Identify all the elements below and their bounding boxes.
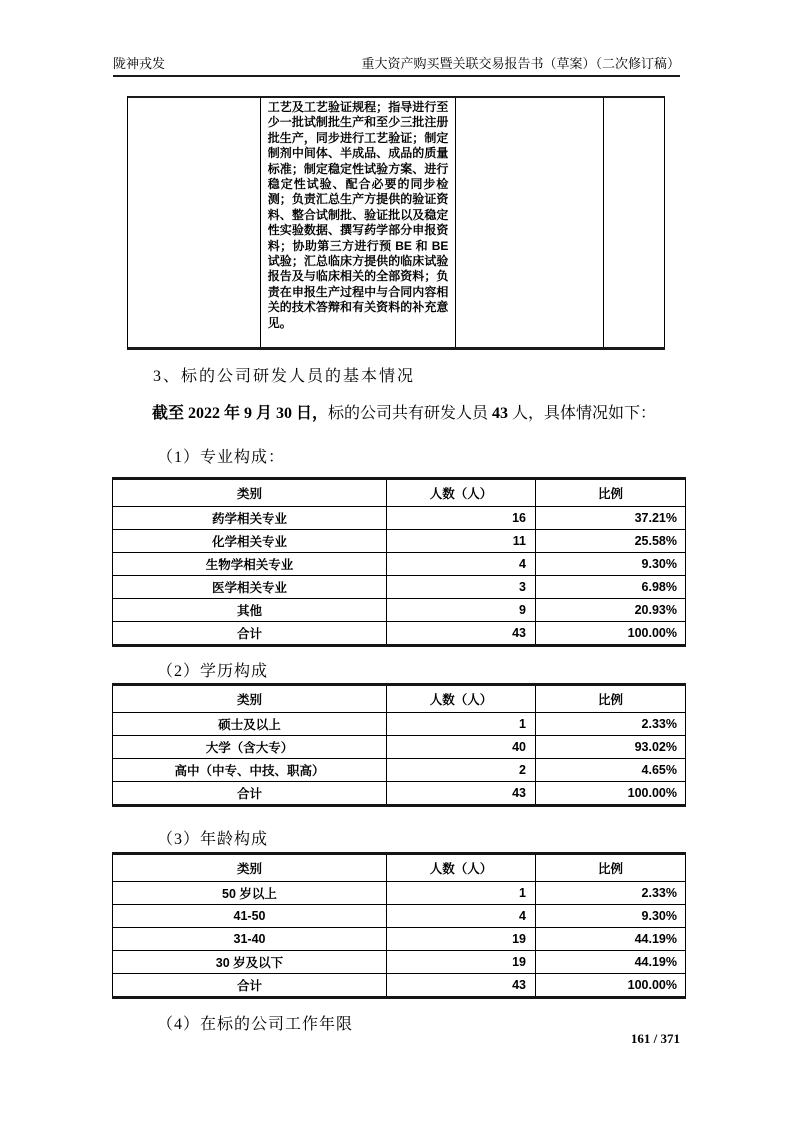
subsection-label-tenure: （4）在标的公司工作年限 — [157, 1016, 354, 1033]
table-cell: 9 — [387, 599, 536, 622]
table-cell: 30 岁及以下 — [113, 951, 387, 974]
column-header: 类别 — [113, 685, 387, 713]
intro-mid-text: 标的公司共有研发人员 — [328, 405, 493, 422]
table-row — [113, 882, 686, 905]
table-cell: 41-50 — [113, 905, 387, 928]
continued-table-empty-cell-1 — [128, 98, 261, 347]
table-cell: 93.02% — [536, 736, 686, 759]
table-cell: 6.98% — [536, 576, 686, 599]
education-table-wrap — [112, 683, 685, 807]
education-table — [112, 683, 686, 807]
profession-table — [112, 477, 686, 647]
table-row — [113, 599, 686, 622]
column-header: 类别 — [113, 854, 387, 882]
table-row — [113, 974, 686, 998]
subsection-label-profession: （1）专业构成： — [157, 449, 286, 466]
table-row — [113, 736, 686, 759]
table-cell: 37.21% — [536, 507, 686, 530]
header-row — [113, 685, 686, 713]
table-cell: 43 — [387, 782, 536, 806]
table-cell: 1 — [387, 882, 536, 905]
table-cell: 高中（中专、中技、职高） — [113, 759, 387, 782]
table-cell: 31-40 — [113, 928, 387, 951]
table-row — [113, 576, 686, 599]
profession-table-wrap — [112, 477, 685, 647]
table-cell: 医学相关专业 — [113, 576, 387, 599]
header-row — [113, 854, 686, 882]
table-cell: 2 — [387, 759, 536, 782]
page-number: 161 / 371 — [630, 1031, 680, 1046]
header-row — [113, 479, 686, 507]
table-cell: 19 — [387, 951, 536, 974]
table-cell: 20.93% — [536, 599, 686, 622]
table-cell: 3 — [387, 576, 536, 599]
table-cell: 9.30% — [536, 553, 686, 576]
table-cell: 100.00% — [536, 974, 686, 998]
column-header: 人数（人） — [387, 685, 536, 713]
table-row — [113, 507, 686, 530]
page-header — [113, 53, 680, 77]
continued-table-empty-cell-3 — [604, 98, 665, 347]
continued-table — [127, 96, 665, 350]
header-company-name: 陇神戎发 — [113, 56, 166, 71]
subsection-label-education: （2）学历构成 — [157, 663, 269, 680]
table-cell: 硕士及以上 — [113, 713, 387, 736]
table-row — [113, 713, 686, 736]
table-row — [113, 951, 686, 974]
table-row — [113, 782, 686, 806]
table-cell: 药学相关专业 — [113, 507, 387, 530]
table-cell: 11 — [387, 530, 536, 553]
intro-date-bold: 截至 2022 年 9 月 30 日， — [152, 405, 329, 422]
age-table — [112, 852, 686, 999]
table-cell: 4 — [387, 553, 536, 576]
table-cell: 43 — [387, 622, 536, 646]
table-row — [113, 622, 686, 646]
header-report-title: 重大资产购买暨关联交易报告书（草案）（二次修订稿） — [361, 56, 680, 71]
age-table-wrap — [112, 852, 685, 999]
table-cell: 合计 — [113, 974, 387, 998]
column-header: 人数（人） — [387, 479, 536, 507]
table-cell: 100.00% — [536, 622, 686, 646]
table-row — [113, 905, 686, 928]
subsection-label-age: （3）年龄构成 — [157, 831, 269, 848]
intro-end-text: 人，具体情况如下： — [508, 405, 657, 422]
table-row — [113, 928, 686, 951]
intro-paragraph — [152, 400, 712, 423]
table-cell: 2.33% — [536, 882, 686, 905]
table-cell: 化学相关专业 — [113, 530, 387, 553]
table-cell: 1 — [387, 713, 536, 736]
table-cell: 4.65% — [536, 759, 686, 782]
column-header: 比例 — [536, 479, 686, 507]
column-header: 人数（人） — [387, 854, 536, 882]
table-cell: 其他 — [113, 599, 387, 622]
table-cell: 合计 — [113, 622, 387, 646]
table-cell: 16 — [387, 507, 536, 530]
table-cell: 40 — [387, 736, 536, 759]
continued-table-empty-cell-2 — [456, 98, 604, 347]
table-row — [113, 530, 686, 553]
table-cell: 4 — [387, 905, 536, 928]
table-cell: 9.30% — [536, 905, 686, 928]
table-row — [113, 553, 686, 576]
table-cell: 19 — [387, 928, 536, 951]
continued-table-duty-cell: 工艺及工艺验证规程；指导进行至少一批试制批生产和至少三批注册批生产，同步进行工艺验证；制定制剂中间体、半成品、成品的质量标准；制定稳定性试验方案、进行稳定性试验、配合必要的同步检测；负责汇总生产方提供的验证资料、整合试制批、验证批以及稳定性实验数据、撰写药学部分申报资料；协助第三方进行预 BE 和 BE 试验；汇总临床方提供的临床试验报告及与临床相关的全部资料；负责在申报生产过程中与合同内容相关的技术答辩和有关资料的补充意见。 — [261, 98, 457, 347]
table-cell: 大学（含大专） — [113, 736, 387, 759]
section-heading: 3、标的公司研发人员的基本情况 — [153, 368, 416, 385]
column-header: 比例 — [536, 854, 686, 882]
table-row — [113, 759, 686, 782]
column-header: 比例 — [536, 685, 686, 713]
table-cell: 100.00% — [536, 782, 686, 806]
table-cell: 2.33% — [536, 713, 686, 736]
table-cell: 43 — [387, 974, 536, 998]
table-cell: 50 岁以上 — [113, 882, 387, 905]
table-cell: 合计 — [113, 782, 387, 806]
column-header: 类别 — [113, 479, 387, 507]
intro-count-bold: 43 — [492, 405, 509, 422]
table-cell: 生物学相关专业 — [113, 553, 387, 576]
table-cell: 25.58% — [536, 530, 686, 553]
table-cell: 44.19% — [536, 951, 686, 974]
table-cell: 44.19% — [536, 928, 686, 951]
